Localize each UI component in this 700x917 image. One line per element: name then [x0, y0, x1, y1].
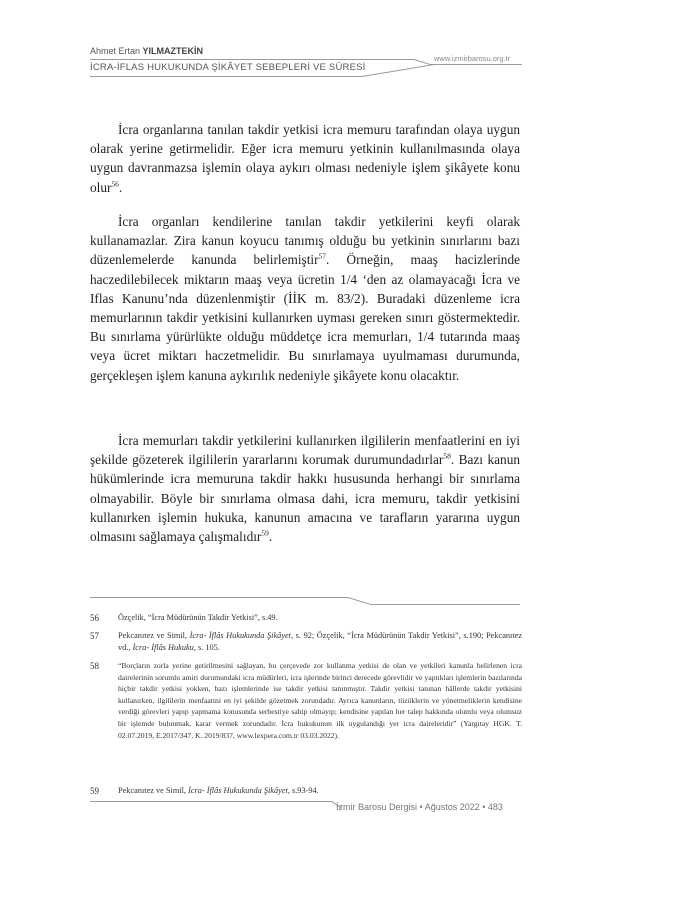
paragraph-3-end: .	[268, 529, 273, 545]
footnote-ref-57[interactable]: 57	[318, 251, 327, 261]
footnote-57	[90, 630, 522, 655]
header-rule-right	[430, 64, 522, 65]
footnote-text	[118, 630, 522, 655]
header-rule-diagonal	[362, 64, 434, 77]
paragraph-3-text-a: İcra memurları takdir yetkilerini kullanırken ilgililerin menfaatlerini en iyi şekilde gözeterek ilgililerin yararlarını korumak durumundadırlar	[90, 433, 520, 468]
header-rule-bottom	[90, 76, 362, 77]
footer-rule	[90, 801, 332, 802]
footnote-rule-left	[90, 597, 348, 598]
footnote-text: “Borçların zorla yerine getirilmesini sağlayan, bu çerçevede zor kullanma yetkisi de olan ve yetkileri kanunla belirlenen icra dairelerinin sorumlu amiri durumundaki icra müdürleri, icra işlerinde birinci derecede görevlidir ve yaptıkları işlemlerin bazılarında hiçbir takdir yetkisi yokken, bazı işlemlerinde ise takdir yetkisi tanınmıştır. Takdir yetkisi tanınan hâllerde takdir yetkisini kullanırken, ilgililerin menfaatini en iyi şekilde gözetmek zorundadır. Ayrıca kanunların, tüzüklerin ve yönetmeliklerin kendisine verdiği görevleri yapıp yapmama konusunda serbestiye sahip olmayıp; kendisine yapılan her talep hakkında olumlu veya olumsuz bir işlemde bulunmak, karar vermek zorundadır. İcra hukukunun ilk uygulandığı yer icra daireleridir” (Yargıtay HGK. T. 02.07.2019, E.2017/347, K. 2019/837, www.lexpera.com.tr 03.03.2022).	[118, 661, 522, 740]
header-author	[90, 46, 203, 56]
footer-date: Ağustos 2022	[424, 802, 480, 812]
footnote-book-title: İcra- İflâs Hukuku	[132, 643, 194, 653]
paragraph-3-text-b: . Bazı kanun hükümlerinde icra memuruna takdir hakkı hususunda herhangi bir sınırlama olmayabilir. Böyle bir sınırlama olmasa dahi, icra memuru, takdir yetkisini kullanırken işlemin hukuka, kanunun amacına ve tarafların yararına uygun olmasını sağlamaya çalışmalıdır	[90, 452, 520, 545]
footnote-number: 58	[90, 661, 99, 671]
author-first-name: Ahmet Ertan	[90, 46, 141, 56]
footer-separator: •	[417, 802, 425, 812]
footnote-58	[90, 660, 522, 741]
header-subtitle: İCRA-İFLAS HUKUKUNDA ŞİKÂYET SEBEPLERİ VE SÜRESİ	[90, 62, 366, 73]
paragraph-2-text-b: . Örneğin, maaş hacizlerinde haczedilebilecek miktarın maaş veya ücretin 1/4 ‘den az olamayacağı İcra ve Iflas Kanunu’nda düzenlenmiştir (İİK m. 83/2). Buradaki düzenleme icra memurlarının takdir yetkisini kullanırken uyması gereken sınırı göstermektedir. Bu sınırlama yürürlükte olduğu müddetçe icra memurları, 1/4 tutarında maaş veya ücret miktarı haczetmelidir. Bu sınırlamaya uyulmaması durumunda, gerçekleşen işlem kanuna aykırılık nedeniyle şikâyete konu olacaktır.	[90, 252, 520, 383]
footnote-56	[90, 612, 522, 624]
footer-journal: İzmir Barosu Dergisi	[336, 802, 418, 812]
page-footer	[336, 802, 503, 812]
footnote-ref-56[interactable]: 56	[111, 179, 119, 189]
page-number: 483	[487, 802, 503, 812]
footnote-text	[118, 785, 522, 797]
footnote-text-part: , s. 105.	[193, 643, 220, 653]
footnote-rule-right	[370, 604, 520, 605]
paragraph-2	[90, 212, 520, 385]
footnote-text-part: , s. 92; Özçelik, “İcra Müdürünün Takdir Yetkisi”, s.190; Pekcanıtez vd.,	[118, 631, 523, 653]
paragraph-1-end: .	[118, 179, 123, 195]
header-rule-top	[90, 59, 414, 60]
paragraph-1-text: İcra organlarına tanılan takdir yetkisi icra memuru tarafından olaya uygun olarak yerine getirmelidir. Eğer icra memuru yetkinin kullanılmasında olaya uygun davranmazsa işlemin olaya aykırı olması nedeniyle işlem şikâyete konu olur	[90, 122, 520, 195]
footnote-text-part: , s.93-94.	[287, 786, 319, 795]
paragraph-1	[90, 120, 520, 197]
author-last-name: YILMAZTEKİN	[142, 46, 204, 56]
footnote-text: Özçelik, “İcra Müdürünün Takdir Yetkisi”, s.49.	[118, 613, 278, 622]
footnote-ref-58[interactable]: 58	[443, 451, 451, 461]
footnote-59	[90, 785, 522, 797]
footnote-number: 56	[90, 613, 99, 623]
footnote-number: 57	[90, 631, 99, 641]
footnote-text-part: Pekcanıtez ve Simil,	[118, 631, 190, 640]
footnote-ref-59[interactable]: 59	[261, 528, 269, 538]
paragraph-3	[90, 431, 520, 546]
footer-separator: •	[479, 802, 488, 812]
footnote-book-title: İcra- İflâs Hukukunda Şikâyet	[188, 786, 288, 795]
paragraph-2-text-a: İcra organları kendilerine tanılan takdir yetkilerini keyfi olarak kullanamazlar. Zira kanun koyucu tanımış olduğu bu yetkinin sınırlarını bazı düzenlemelerde kanunda belirlemiştir	[90, 214, 520, 268]
footnote-rule-diagonal	[348, 597, 370, 605]
footnote-text-part: Pekcanıtez ve Simil,	[118, 786, 189, 795]
header-url[interactable]: www.izmirbarosu.org.tr	[434, 54, 511, 63]
footnote-number: 59	[90, 786, 99, 796]
footnote-book-title: İcra- İflâs Hukukunda Şikâyet	[189, 631, 291, 640]
